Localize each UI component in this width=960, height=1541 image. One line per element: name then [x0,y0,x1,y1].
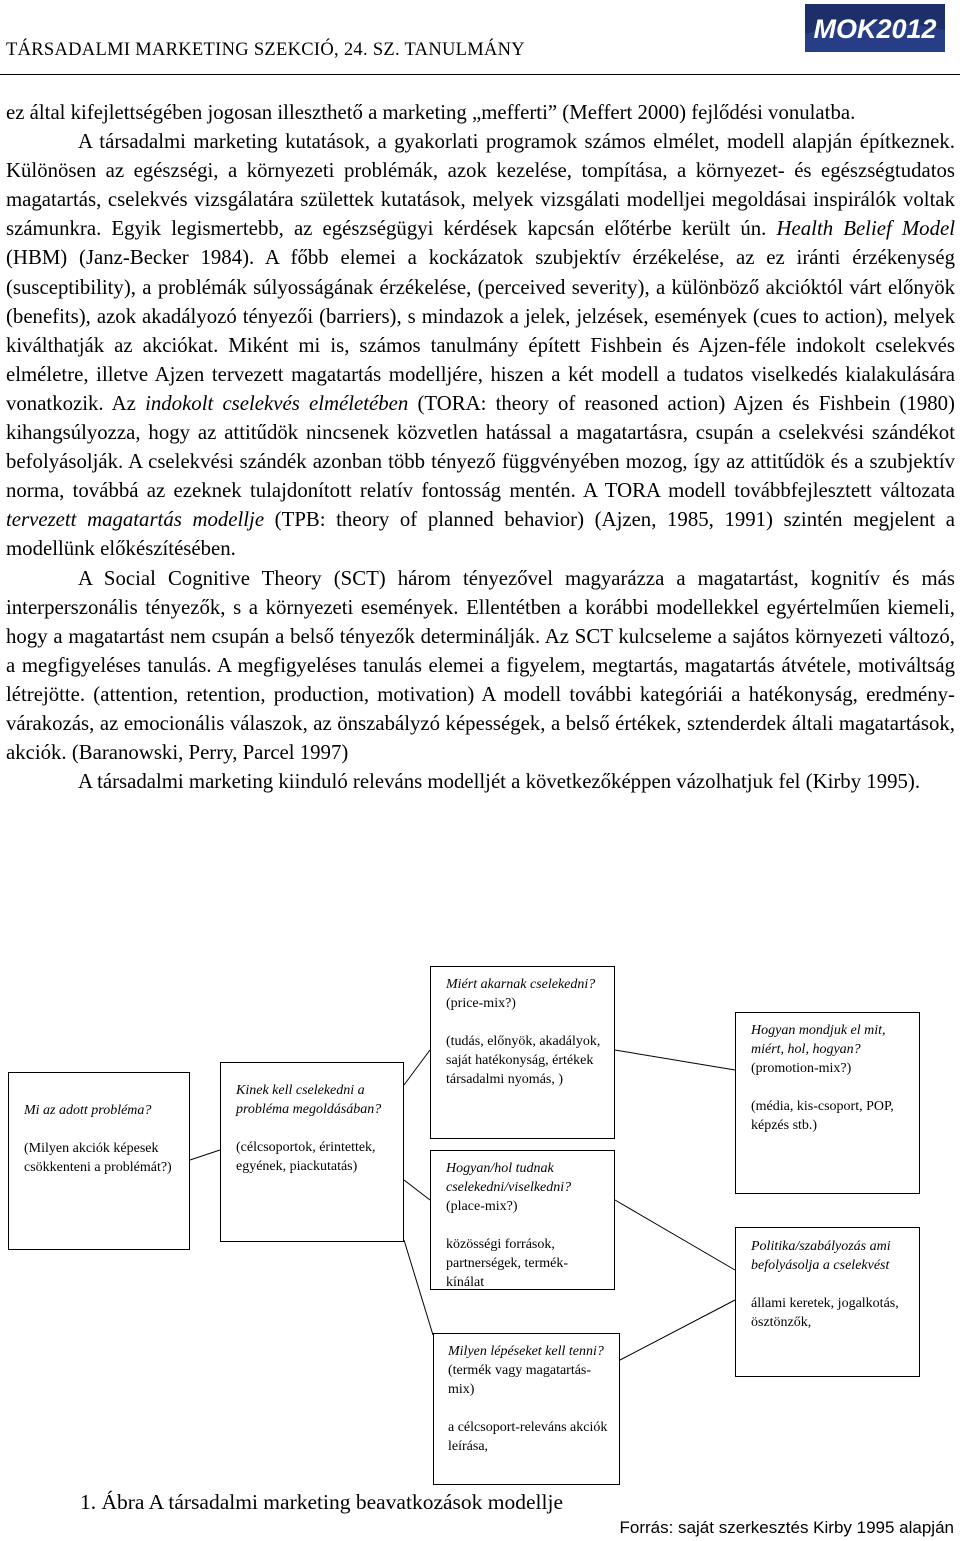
paragraph-1: ez által kifejlettségében jogosan illeszthető a marketing „mefferti” (Meffert 2000) fejlődési vonulatba. [6,101,856,124]
diagram-box-policy: Politika/szabályozás ami befolyásolja a cselekvést állami keretek, jogalkotás, ösztönzők, [735,1227,920,1377]
running-header: TÁRSADALMI MARKETING SZEKCIÓ, 24. SZ. TANULMÁNY [6,40,525,60]
diagram-box-problem: Mi az adott probléma? (Milyen akciók képesek csökkenteni a problémát?) [8,1072,190,1250]
diagram-box-price: Miért akarnak cselekedni? (price-mix?) (tudás, előnyök, akadályok, saját hatékonyság, értékek társadalmi nyomás, ) [430,966,615,1139]
diagram-box-product: Milyen lépéseket kell tenni? (termék vagy magatartás-mix) a célcsoport-releváns akciók leírása, [433,1333,620,1485]
figure-source: Forrás: saját szerkesztés Kirby 1995 alapján [619,1518,954,1537]
diagram-box-place: Hogyan/hol tudnak cselekedni/viselkedni? (place-mix?) közösségi források, partnerségek, termék-kínálat [430,1150,615,1290]
paragraph-4: A társadalmi marketing kiinduló releváns modelljét a következőképpen vázolhatjuk fel (Kirby 1995). [78,770,921,794]
logo-text: MOK2012 [813,14,937,44]
figure-caption: 1. Ábra A társadalmi marketing beavatkozások modellje [80,1490,564,1514]
diagram-box-promotion: Hogyan mondjuk el mit, miért, hol, hogyan? (promotion-mix?) (média, kis-csoport, POP, képzés stb.) [735,1012,920,1194]
paragraph-3: A Social Cognitive Theory (SCT) három tényezővel magyarázza a magatartást, kognitív és más interperszonális tényezők, s a környezeti események. Ellentétben a korábbi modellekkel egyértelműen kiemeli, hogy a magatartást nem csupán a belső tényezők determinálják. Az SCT kulcseleme a sajátos környezeti változó, a megfigyeléses tanulás. A megfigyeléses tanulás elemei a figyelem, megtartás, magatartás átvétele, motiváltság létrejötte. (attention, retention, production, motivation) A modell további kategóriái a hatékonyság, eredmény-várakozás, az emocionális válaszok, az önszabályzó képességek, a belső értékek, sztenderdek általi magatartások, akciók. (Baranowski, Perry, Parcel 1997) [6,566,955,765]
paragraph-2: A társadalmi marketing kutatások, a gyakorlati programok számos elmélet, modell alapján építkeznek. Különösen az egészségi, a környezeti problémák, azok kezelése, tompítása, a környezet- és egészségtudatos magatartás, cselekvés vizsgálatára születtek kutatások, melyek vizsgálati modelljei megoldásai inspirálók voltak számunkra. Egyik legismertebb, az egészségügyi kérdések kapcsán előtérbe került ún. Health Belief Model (HBM) (Janz-Becker 1984). A főbb elemei a kockázatok szubjektív érzékelése, az ez iránti érzékenység (susceptibility), a problémák súlyosságának érzékelése, (perceived severity), a különböző akcióktól várt előnyök (benefits), azok akadályozó tényezői (barriers), s mindazok a jelek, jelzések, események (cues to action), melyek kiválthatják az akciókat. Miként mi is, számos tanulmány épített Fishbein és Ajzen-féle indokolt cselekvés elméletre, illetve Ajzen tervezett magatartás modelljére, hiszen a két modell a tudatos viselkedés kialakulására vonatkozik. Az indokolt cselekvés elméletében (TORA: theory of reasoned action) Ajzen és Fishbein (1980) kihangsúlyozza, hogy az attitűdök nincsenek közvetlen hatással a magatartásra, csupán a cselekvési szándékot befolyásolják. A cselekvési szándék azonban több tényező függvényében mozog, így az attitűdök és a szubjektív norma, továbbá az ezeknek tulajdonított relatív fontosság mentén. A TORA modell továbbfejlesztett változata tervezett magatartás modellje (TPB: theory of planned behavior) (Ajzen, 1985, 1991) szintén megjelent a modellünk előkészítésében. [6,130,955,561]
diagram-box-target: Kinek kell cselekedni a probléma megoldásában? (célcsoportok, érintettek, egyének, piackutatás) [220,1062,404,1242]
